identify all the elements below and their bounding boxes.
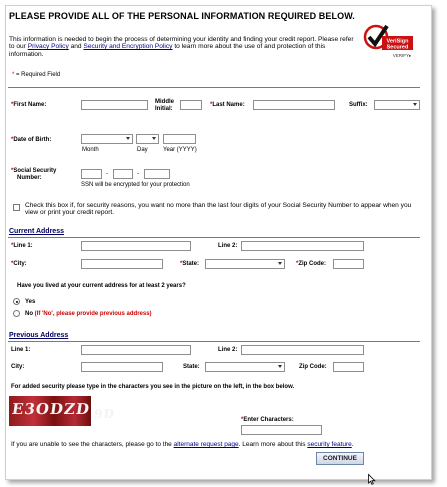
ssn-label: *Social Security Number: [11, 168, 57, 181]
security-policy-link[interactable]: Security and Encryption Policy [83, 43, 173, 51]
chevron-down-icon [126, 137, 130, 140]
security-feature-link[interactable]: security feature [307, 441, 352, 448]
enter-characters-label: *Enter Characters: [241, 417, 294, 423]
chevron-down-icon [152, 137, 156, 140]
two-years-no-label: No (If 'No', please provide previous address) [25, 311, 152, 317]
last-name-input[interactable] [253, 100, 335, 110]
captcha-instruction: For added security please type in the characters you see in the picture on the left, in the box below. [11, 384, 295, 390]
current-line2-label: Line 2: [218, 243, 238, 249]
dob-month-select[interactable] [81, 134, 133, 144]
ssn-part1-input[interactable] [81, 169, 102, 179]
current-line1-label: *Line 1: [11, 243, 33, 249]
first-name-label: *First Name: [11, 102, 47, 108]
chevron-down-icon [278, 262, 282, 265]
required-note: * = Required Field [12, 72, 61, 78]
page-title: PLEASE PROVIDE ALL OF THE PERSONAL INFORMATION REQUIRED BELOW. [9, 11, 355, 21]
previous-line1-input[interactable] [81, 345, 191, 355]
captcha-image [9, 396, 116, 426]
continue-button[interactable]: CONTINUE [316, 452, 364, 465]
divider [8, 237, 420, 238]
ssn-mask-text: Check this box if, for security reasons, you want no more than the last four digits of your Social Security Number to appear when you view or print your credit report. [25, 202, 412, 217]
dob-day-hint: Day [137, 147, 148, 153]
cursor-icon [368, 474, 376, 485]
two-years-yes-label: Yes [25, 299, 36, 305]
ssn-dash: - [106, 171, 108, 177]
ssn-part3-input[interactable] [144, 169, 170, 179]
first-name-input[interactable] [81, 100, 148, 110]
two-years-no-radio[interactable] [13, 310, 20, 317]
privacy-policy-link[interactable]: Privacy Policy [27, 43, 69, 51]
captcha-help-text: If you are unable to see the characters, please go to the alternate request page. Learn more about this security feature. [11, 441, 354, 448]
current-zip-input[interactable] [333, 259, 364, 269]
previous-state-label: State: [183, 364, 200, 370]
previous-zip-label: Zip Code: [299, 364, 327, 370]
divider [8, 341, 420, 342]
chevron-down-icon [278, 365, 282, 368]
middle-initial-label: Middle Initial: [155, 99, 174, 112]
dob-day-select[interactable] [136, 134, 159, 144]
chevron-down-icon [413, 103, 417, 106]
seal-text-3: VERIFY▸ [392, 53, 412, 58]
suffix-label: Suffix: [349, 102, 368, 108]
previous-line2-label: Line 2: [218, 347, 238, 353]
dob-year-input[interactable] [163, 134, 196, 144]
dob-label: *Date of Birth: [11, 137, 52, 143]
two-years-question: Have you lived at your current address for at least 2 years? [17, 283, 186, 289]
seal-text-2: Secured [386, 44, 409, 51]
current-address-heading: Current Address [9, 228, 64, 235]
ssn-dash: - [137, 171, 139, 177]
previous-address-heading: Previous Address [9, 332, 69, 339]
seal-text-1: VeriSign [386, 38, 409, 45]
verisign-seal-icon[interactable] [362, 22, 414, 62]
intro-paragraph: This information is needed to begin the process of determining your identity and finding your credit report. Please refer to our Privacy Policy and Security and Encryption Policy to learn more about the use of and protection of this information. [9, 36, 354, 58]
current-city-input[interactable] [81, 259, 163, 269]
dob-month-hint: Month [82, 147, 99, 153]
two-years-yes-radio[interactable] [13, 298, 20, 305]
current-line2-input[interactable] [241, 241, 364, 251]
dob-year-hint: Year (YYYY) [163, 147, 197, 153]
current-state-label: *State: [180, 261, 200, 267]
suffix-select[interactable] [374, 100, 420, 110]
ssn-part2-input[interactable] [113, 169, 133, 179]
no-note: (If 'No', please provide previous address) [34, 311, 152, 317]
previous-zip-input[interactable] [333, 362, 364, 372]
current-state-select[interactable] [205, 259, 285, 269]
previous-city-label: City: [11, 364, 25, 370]
captcha-text: E3ODZD $_{9D}$ [10, 400, 116, 421]
current-zip-label: *Zip Code: [296, 261, 327, 267]
ssn-mask-checkbox[interactable] [13, 204, 20, 211]
divider [8, 87, 420, 88]
current-line1-input[interactable] [81, 241, 191, 251]
alternate-request-link[interactable]: alternate request page [173, 441, 239, 448]
previous-city-input[interactable] [81, 362, 163, 372]
current-city-label: *City: [11, 261, 27, 267]
previous-line1-label: Line 1: [11, 347, 31, 353]
last-name-label: *Last Name: [210, 102, 245, 108]
previous-line2-input[interactable] [241, 345, 364, 355]
ssn-encrypt-note: SSN will be encrypted for your protection [81, 182, 190, 188]
middle-initial-input[interactable] [180, 100, 202, 110]
captcha-input[interactable] [241, 425, 322, 435]
previous-state-select[interactable] [205, 362, 285, 372]
